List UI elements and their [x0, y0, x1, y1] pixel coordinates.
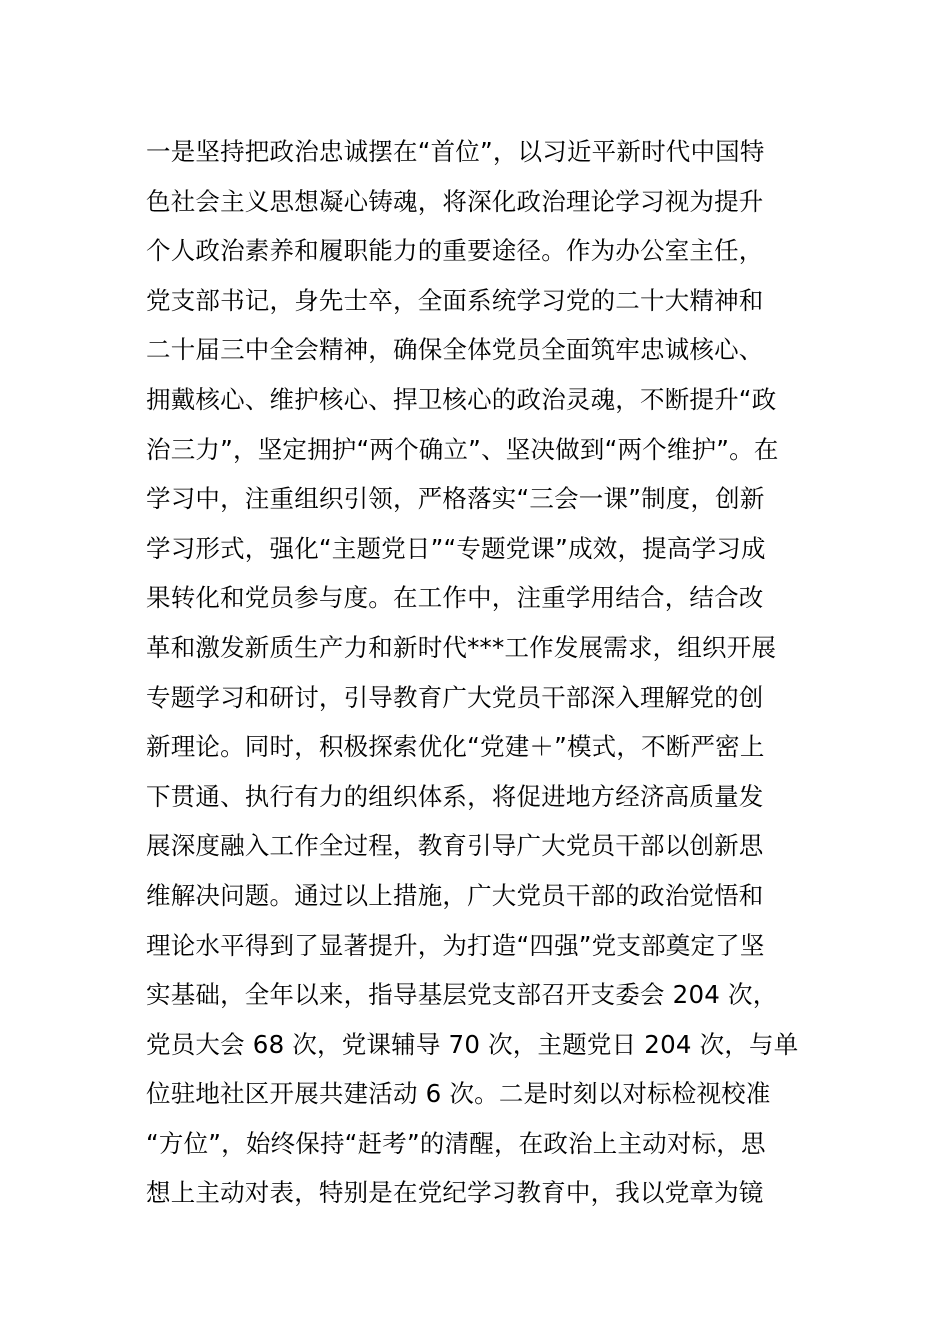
- text-line: 果转化和党员参与度。在工作中，注重学用结合，结合改: [146, 583, 764, 613]
- text-line: 二十届三中全会精神，确保全体党员全面筑牢忠诚核心、: [146, 335, 764, 365]
- text-line: 学习形式，强化“主题党日”“专题党课”成效，提高学习成: [146, 533, 766, 563]
- text-line: 专题学习和研讨，引导教育广大党员干部深入理解党的创: [146, 682, 764, 712]
- text-line: 党支部书记，身先士卒，全面系统学习党的二十大精神和: [146, 285, 764, 315]
- text-line: 想上主动对表，特别是在党纪学习教育中，我以党章为镜: [146, 1178, 764, 1208]
- text-line: 下贯通、执行有力的组织体系，将促进地方经济高质量发: [146, 781, 764, 811]
- text-line: 治三力”，坚定拥护“两个确立”、坚决做到“两个维护”。在: [146, 434, 779, 464]
- text-line: 实基础，全年以来，指导基层党支部召开支委会 204 次，: [146, 980, 778, 1010]
- text-line: 党员大会 68 次，党课辅导 70 次，主题党日 204 次，与单: [146, 1029, 799, 1059]
- body-paragraph: [146, 127, 826, 1218]
- text-line: 色社会主义思想凝心铸魂，将深化政治理论学习视为提升: [146, 186, 764, 216]
- text-line: 学习中，注重组织引领，严格落实“三会一课”制度，创新: [146, 484, 765, 514]
- text-line: 展深度融入工作全过程，教育引导广大党员干部以创新思: [146, 831, 764, 861]
- text-line: 维解决问题。通过以上措施，广大党员干部的政治觉悟和: [146, 880, 764, 910]
- text-line: 理论水平得到了显著提升，为打造“四强”党支部奠定了坚: [146, 930, 765, 960]
- text-line: 新理论。同时，积极探索优化“党建＋”模式，不断严密上: [146, 732, 765, 762]
- text-line: 个人政治素养和履职能力的重要途径。作为办公室主任，: [146, 236, 764, 266]
- text-line: 一是坚持把政治忠诚摆在“首位”，以习近平新时代中国特: [146, 137, 765, 166]
- text-line: 位驻地社区开展共建活动 6 次。二是时刻以对标检视校准: [146, 1079, 771, 1109]
- text-line: 革和激发新质生产力和新时代***工作发展需求，组织开展: [146, 632, 777, 662]
- text-line: “方位”，始终保持“赶考”的清醒，在政治上主动对标，思: [146, 1128, 766, 1158]
- text-line: 拥戴核心、维护核心、捍卫核心的政治灵魂，不断提升“政: [146, 384, 777, 414]
